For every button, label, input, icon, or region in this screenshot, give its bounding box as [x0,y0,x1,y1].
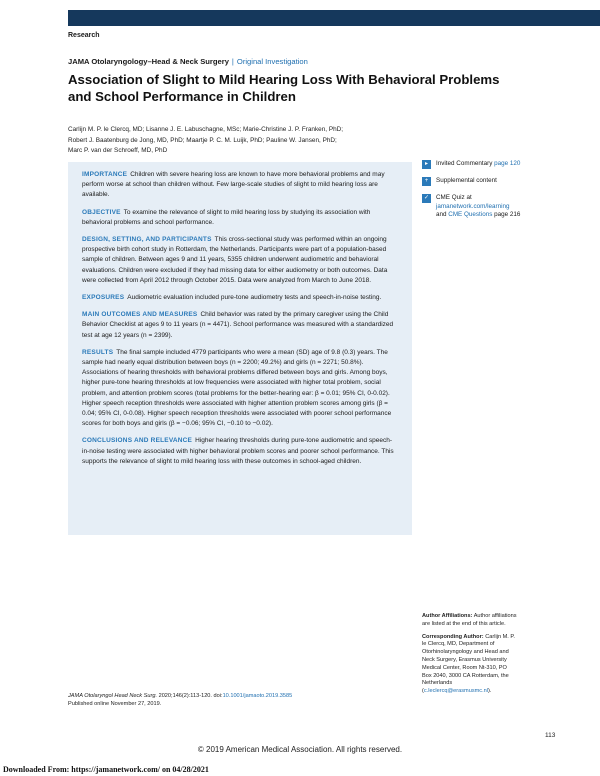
journal-separator: | [231,57,234,66]
plus-icon: + [422,177,431,186]
journal-header-bar [68,10,600,26]
author-line: Carlijn M. P. le Clercq, MD; Lisanne J. E. Labuschagne, MSc; Marie-Christine J. P. Franken, PhD; [68,126,344,133]
section-label: Research [68,32,100,39]
author-list [68,125,368,157]
journal-line [68,57,308,66]
invited-commentary-link[interactable]: ▸ Invited Commentary page 120 [422,160,582,169]
citation: JAMA Otolaryngol Head Neck Surg. 2020;146(2):113-120. doi:10.1001/jamaoto.2019.3585 Published online November 27, 2019. [68,693,293,707]
quiz-icon: ✓ [423,195,430,201]
email-link[interactable]: c.leclercq@erasmusmc.nl [423,688,488,695]
abstract-box [68,162,412,535]
author-line: Robert J. Baatenburg de Jong, MD, PhD; Maartje P. C. M. Luijk, PhD; Pauline W. Jansen, PhD; [68,136,337,144]
abstract-exposures: EXPOSURES Audiometric evaluation included pure-tone audiometry tests and speech-in-noise testing. [82,294,382,302]
journal-name: JAMA Otolaryngology–Head & Neck Surgery [68,57,229,66]
abstract-objective: OBJECTIVE To examine the relevance of slight to mild hearing loss by studying its association with behavioral problems and school performance. [82,208,371,226]
article-title: Association of Slight to Mild Hearing Loss With Behavioral Problems and School Performance in Children [68,72,500,104]
author-line: Marc P. van der Schroeff, MD, PhD [68,147,168,154]
doi-link[interactable]: 10.1001/jamaoto.2019.3585 [222,693,293,699]
abstract-outcomes: MAIN OUTCOMES AND MEASURES Child behavior was rated by the primary caregiver using the Child Behavior Checklist at ages 9 to 11 years (n = 4471). School performance was measured with a standardized test at age 12 years (n = 2399). [82,311,394,339]
download-stamp: Downloaded From: https://jamanetwork.com/ on 04/28/2021 [3,765,209,774]
cme-quiz-link[interactable]: ✓ CME Quiz at jamanetwork.com/learning and CME Questions page 216 [423,194,521,218]
author-affiliations: Author Affiliations: Author affiliations are listed at the end of this article. Corresponding Author: Carlijn M. P. le Clercq, MD, Department of Otorhinolaryngology and Head and Neck Surgery, Erasmus University Medical Center, Room Nt-310, PO Box 2040, 3000 CA Rotterdam, the Netherlands (c.leclercq@erasmusmc.nl). [422,613,517,695]
supplemental-content-link[interactable]: + Supplemental content [422,177,582,186]
abstract-results: RESULTS The final sample included 4779 participants who were a mean (SD) age of 9.8 (0.3) years. The sample had nearly equal distribution between boys (n = 2200; 49.2%) and girls (n = 2271; 50.8%). Associations of hearing thresholds with behavioral problems differed between boys and girls. Among boys, higher pure-tone hearing thresholds at low frequencies were associated with higher total problem, social problem, and attention problem scores (total problems for the better-hearing ear: β = 0.01; 95% CI, 0-0.02). Higher speech reception thresholds were associated with higher attention problem scores among girls (β = 0.04; 95% CI, 0-0.08). Higher speech reception thresholds were associated with poorer school performance scores for both boys and girls (β = −0.06; 95% CI, −0.10 to −0.02). [82,348,392,428]
abstract-conclusions: CONCLUSIONS AND RELEVANCE Higher hearing thresholds during pure-tone audiometric and speech-in-noise testing were associated with higher behavioral problem scores and poorer school performance. This supports the relevance of slight to mild hearing loss with these outcomes in school-aged children. [82,437,394,465]
arrow-icon: ▸ [422,160,431,169]
page-number: 113 [545,732,556,739]
sidebar-links [422,160,582,228]
article-type[interactable]: Original Investigation [236,57,308,66]
abstract-design: DESIGN, SETTING, AND PARTICIPANTS This cross-sectional study was performed within an ongoing prospective birth cohort study in Rotterdam, the Netherlands. Participants were part of a population-based sample of children. Between ages 9 and 11 years, 5355 children underwent audiometric and behavioral evaluations. Children were excluded if they had missing data for either audiometry or both outcomes. Data were collected from April 2012 through October 2015. Data were analyzed from March to June 2018. [82,236,388,284]
copyright: © 2019 American Medical Association. All rights reserved. [197,745,403,754]
abstract-importance: IMPORTANCE Children with severe hearing loss are known to have more behavioral problems and may perform worse at school than children without. Few large-scale studies of slight to mild hearing loss are available. [82,171,385,199]
